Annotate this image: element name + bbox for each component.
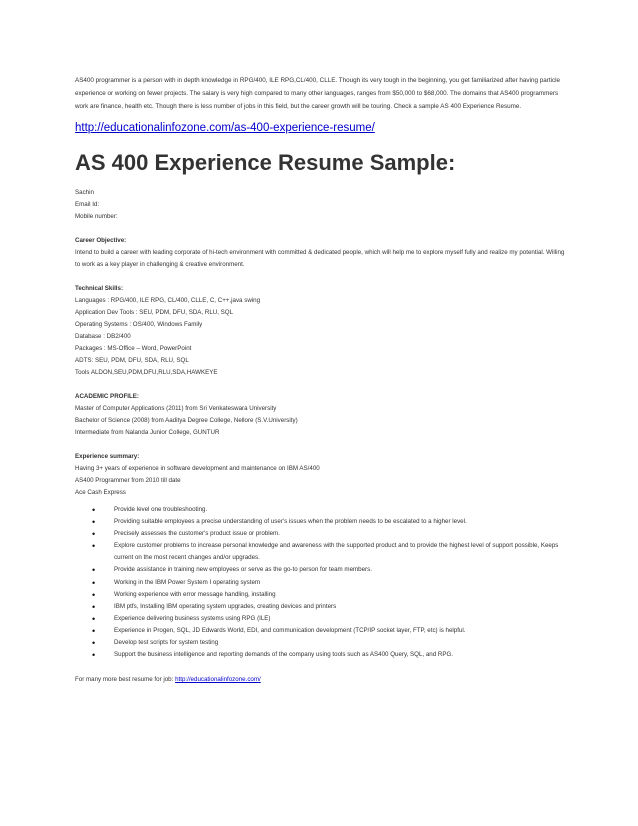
skills-line: ADTS: SEU, PDM, DFU, SDA, RLU, SQL bbox=[75, 357, 189, 364]
email-label: Email Id: bbox=[75, 201, 100, 208]
academic-line: Intermediate from Nalanda Junior College, GUNTUR bbox=[75, 429, 220, 436]
academic-line: Master of Computer Applications (2011) from Sri Venkateswara University bbox=[75, 405, 277, 412]
skills-line: Operating Systems : OS/400, Windows Family bbox=[75, 321, 203, 328]
list-item: • Provide level one troubleshooting. bbox=[75, 504, 570, 516]
list-item: • Experience delivering business systems using RPG (ILE) bbox=[75, 613, 570, 625]
page-title: AS 400 Experience Resume Sample: bbox=[75, 150, 456, 175]
footer-note bbox=[75, 676, 261, 683]
list-item: • Explore customer problems to increase personal knowledge and awareness with the supported product and to provide the highest level of support possible, Keeps current on the most recent changes and/or upgrades. bbox=[75, 540, 570, 564]
footer-text: For many more best resume for job: bbox=[75, 676, 176, 683]
experience-line: Ace Cash Express bbox=[75, 489, 126, 496]
mobile-label: Mobile number: bbox=[75, 213, 118, 220]
skills-line: Languages : RPG/400, ILE RPG, CL/400, CLLE, C, C++,java swing bbox=[75, 297, 261, 304]
skills-line: Tools ALDON,SEU,PDM,DFU,RLU,SDA,HAWKEYE bbox=[75, 369, 218, 376]
academic-profile-heading: ACADEMIC PROFILE: bbox=[75, 393, 139, 400]
intro-paragraph bbox=[75, 74, 570, 113]
list-item: • IBM ptfs, Installing IBM operating system upgrades, creating devices and printers bbox=[75, 601, 570, 613]
candidate-name: Sachin bbox=[75, 189, 94, 196]
experience-line: Having 3+ years of experience in software development and maintenance on IBM AS/400 bbox=[75, 465, 320, 472]
career-objective-text: Intend to build a career with leading corporate of hi-tech environment with committed & dedicated people, which will help me to explore myself fully and realize my potential. Willing to work as a key player in challenging & creative environment. bbox=[75, 249, 565, 268]
academic-line: Bachelor of Science (2008) from Aaditya Degree College, Nellore (S.V.University) bbox=[75, 417, 298, 424]
list-item: • Experience in Progen, SQL, JD Edwards World, EDI, and communication development (TCP/IP socket layer, FTP, etc) is helpful. bbox=[75, 625, 570, 637]
technical-skills-heading: Technical Skills: bbox=[75, 285, 124, 292]
career-objective-heading: Career Objective: bbox=[75, 237, 127, 244]
intro-text: AS400 programmer is a person with in depth knowledge in RPG/400, ILE RPG,CL/400, CLLE. Though its very tough in the beginning, you get familiarized after having particle experience or working on fewer projects. The salary is very high compared to many other languages, ranges from $50,000 to $68,000. The domains that AS400 programmers work are finance, health etc. Though there is less number of jobs in this field, but the career growth will be touring. Check a sample AS 400 Experience Resume. bbox=[75, 77, 561, 110]
article-link[interactable]: http://educationalinfozone.com/as-400-experience-resume/ bbox=[75, 122, 375, 134]
experience-line: AS400 Programmer from 2010 till date bbox=[75, 477, 181, 484]
list-item: • Develop test scripts for system testing bbox=[75, 637, 570, 649]
skills-line: Packages : MS-Office – Word, PowerPoint bbox=[75, 345, 192, 352]
responsibilities-list bbox=[75, 504, 570, 661]
experience-summary-heading: Experience summary: bbox=[75, 453, 140, 460]
list-item: • Support the business intelligence and reporting demands of the company using tools such as AS400 Query, SQL, and RPG. bbox=[75, 649, 570, 661]
footer-link[interactable]: http://educationalinfozone.com/ bbox=[175, 676, 261, 683]
list-item: • Provide assistance in training new employees or serve as the go-to person for team members. bbox=[75, 564, 570, 576]
skills-line: Database : DB2/400 bbox=[75, 333, 131, 340]
list-item: • Precisely assesses the customer's product issue or problem. bbox=[75, 528, 570, 540]
list-item: • Providing suitable employees a precise understanding of user's issues when the problem needs to be escalated to a higher level. bbox=[75, 516, 570, 528]
list-item: • Working in the IBM Power System I operating system bbox=[75, 577, 570, 589]
list-item: • Working experience with error message handling, installing bbox=[75, 589, 570, 601]
skills-line: Application Dev Tools : SEU, PDM, DFU, SDA, RLU, SQL bbox=[75, 309, 234, 316]
